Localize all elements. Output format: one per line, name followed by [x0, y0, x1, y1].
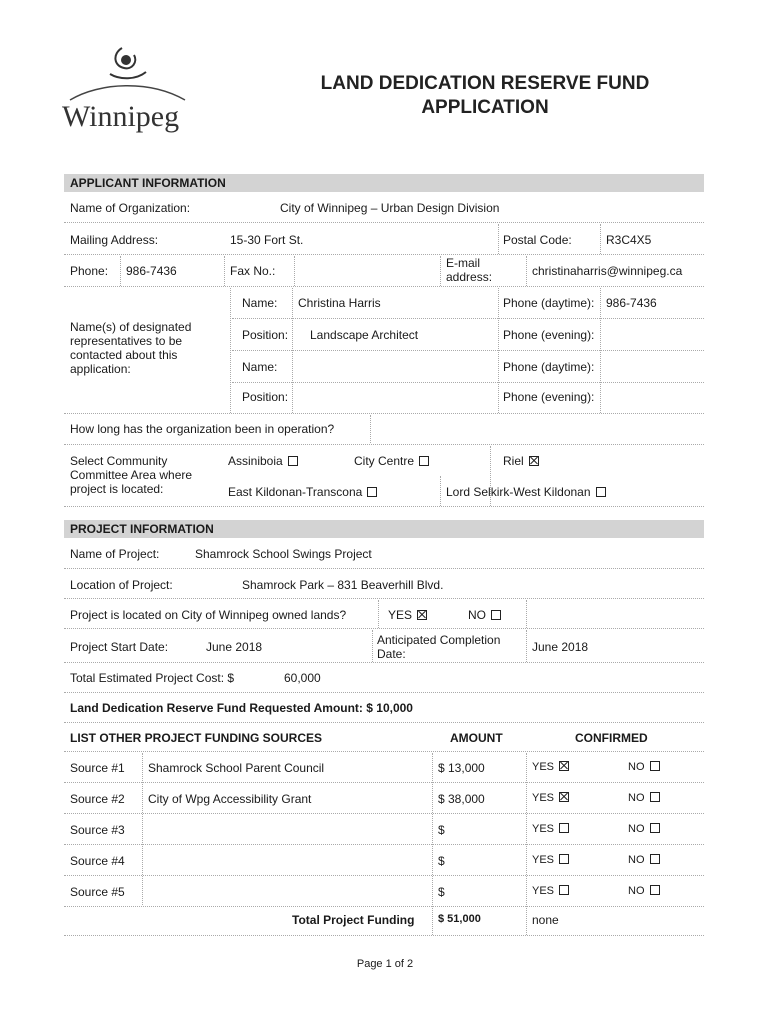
source-yes-checkbox[interactable] — [559, 761, 569, 771]
owned-lands-label: Project is located on City of Winnipeg owned lands? — [70, 608, 347, 622]
rep2-phone-eve-label: Phone (evening): — [503, 390, 595, 404]
org-value[interactable]: City of Winnipeg – Urban Design Division — [280, 201, 500, 215]
source-amount[interactable]: $ 38,000 — [438, 792, 485, 806]
area-assiniboia[interactable]: Assiniboia — [228, 454, 298, 468]
source-no-checkbox[interactable] — [650, 792, 660, 802]
source-confirmed-no[interactable]: NO — [628, 792, 660, 804]
community-label: Select Community Committee Area where project is located: — [70, 454, 193, 496]
source-yes-checkbox[interactable] — [559, 792, 569, 802]
source-name[interactable]: Shamrock School Parent Council — [148, 761, 325, 775]
source-confirmed-yes[interactable]: YES — [532, 854, 569, 866]
email-label: E-mail address: — [446, 256, 493, 284]
source-name[interactable]: City of Wpg Accessibility Grant — [148, 792, 312, 806]
owned-yes[interactable]: YES — [388, 608, 427, 622]
source-confirmed-yes[interactable]: YES — [532, 761, 569, 773]
email-value[interactable]: christinaharris@winnipeg.ca — [532, 264, 683, 278]
funding-confirmed-header: CONFIRMED — [575, 731, 648, 745]
title-line-2: APPLICATION — [421, 97, 549, 118]
source-yes-checkbox[interactable] — [559, 885, 569, 895]
source-confirmed-yes[interactable]: YES — [532, 792, 569, 804]
postal-label: Postal Code: — [503, 233, 572, 247]
start-date-label: Project Start Date: — [70, 640, 169, 654]
ekt-checkbox[interactable] — [367, 487, 377, 497]
page-number: Page 1 of 2 — [356, 958, 414, 970]
project-section-header: PROJECT INFORMATION — [64, 520, 704, 538]
source-confirmed-no[interactable]: NO — [628, 854, 660, 866]
winnipeg-logo — [60, 40, 210, 140]
source-label: Source #1 — [70, 761, 125, 775]
source-amount[interactable]: $ — [438, 823, 445, 837]
total-funding-confirmed[interactable]: none — [532, 913, 559, 927]
source-confirmed-no[interactable]: NO — [628, 885, 660, 897]
logo-wordmark: Winnipeg — [62, 100, 180, 133]
area-ekt[interactable]: East Kildonan-Transcona — [228, 485, 377, 499]
page-title — [300, 72, 670, 120]
project-location-label: Location of Project: — [70, 578, 173, 592]
applicant-section-header: APPLICANT INFORMATION — [64, 174, 704, 192]
funding-amount-header: AMOUNT — [450, 731, 503, 745]
owned-yes-checkbox[interactable] — [417, 610, 427, 620]
total-cost-label: Total Estimated Project Cost: $ — [70, 671, 235, 685]
source-no-checkbox[interactable] — [650, 854, 660, 864]
title-line-1: LAND DEDICATION RESERVE FUND — [320, 73, 650, 94]
phone-value[interactable]: 986-7436 — [126, 264, 177, 278]
completion-label: Anticipated Completion Date: — [377, 633, 501, 661]
phone-label: Phone: — [70, 264, 109, 278]
source-label: Source #2 — [70, 792, 125, 806]
fax-label: Fax No.: — [230, 264, 276, 278]
source-amount[interactable]: $ — [438, 885, 445, 899]
project-name-value[interactable]: Shamrock School Swings Project — [195, 547, 372, 561]
assiniboia-checkbox[interactable] — [288, 456, 298, 466]
rep2-position-label: Position: — [242, 390, 289, 404]
city-centre-checkbox[interactable] — [419, 456, 429, 466]
source-confirmed-no[interactable]: NO — [628, 823, 660, 835]
completion-value[interactable]: June 2018 — [532, 640, 589, 654]
source-amount[interactable]: $ 13,000 — [438, 761, 485, 775]
source-no-checkbox[interactable] — [650, 823, 660, 833]
source-confirmed-yes[interactable]: YES — [532, 823, 569, 835]
owned-no-checkbox[interactable] — [491, 610, 501, 620]
source-amount[interactable]: $ — [438, 854, 445, 868]
mailing-label: Mailing Address: — [70, 233, 159, 247]
area-lswk[interactable]: Lord Selkirk-West Kildonan — [446, 485, 606, 499]
riel-checkbox[interactable] — [529, 456, 539, 466]
rep1-name-value[interactable]: Christina Harris — [298, 296, 381, 310]
rep1-phone-day-value[interactable]: 986-7436 — [606, 296, 657, 310]
rep1-position-value[interactable]: Landscape Architect — [310, 328, 419, 342]
rep1-phone-day-label: Phone (daytime): — [503, 296, 595, 310]
project-location-value[interactable]: Shamrock Park – 831 Beaverhill Blvd. — [242, 578, 444, 592]
requested-amount[interactable]: Land Dedication Reserve Fund Requested Amount: $ 10,000 — [70, 701, 413, 715]
rep1-phone-eve-label: Phone (evening): — [503, 328, 595, 342]
source-label: Source #4 — [70, 854, 125, 868]
lswk-checkbox[interactable] — [596, 487, 606, 497]
total-cost-value[interactable]: 60,000 — [284, 671, 321, 685]
funding-sources-header: LIST OTHER PROJECT FUNDING SOURCES — [70, 731, 323, 745]
rep2-name-label: Name: — [242, 360, 278, 374]
rep1-position-label: Position: — [242, 328, 289, 342]
total-funding-value[interactable]: $ 51,000 — [438, 913, 481, 925]
source-no-checkbox[interactable] — [650, 761, 660, 771]
source-yes-checkbox[interactable] — [559, 823, 569, 833]
owned-no[interactable]: NO — [468, 608, 501, 622]
org-label: Name of Organization: — [70, 201, 191, 215]
total-funding-label: Total Project Funding — [292, 913, 415, 927]
operation-label: How long has the organization been in operation? — [70, 422, 335, 436]
area-riel[interactable]: Riel — [503, 454, 539, 468]
source-no-checkbox[interactable] — [650, 885, 660, 895]
project-name-label: Name of Project: — [70, 547, 160, 561]
start-date-value[interactable]: June 2018 — [206, 640, 263, 654]
source-confirmed-yes[interactable]: YES — [532, 885, 569, 897]
rep1-name-label: Name: — [242, 296, 278, 310]
postal-value[interactable]: R3C4X5 — [606, 233, 652, 247]
rep2-phone-day-label: Phone (daytime): — [503, 360, 595, 374]
source-yes-checkbox[interactable] — [559, 854, 569, 864]
reps-label: Name(s) of designated representatives to be contacted about this application: — [70, 320, 192, 376]
source-label: Source #5 — [70, 885, 125, 899]
mailing-value[interactable]: 15-30 Fort St. — [230, 233, 304, 247]
source-confirmed-no[interactable]: NO — [628, 761, 660, 773]
source-label: Source #3 — [70, 823, 125, 837]
area-city-centre[interactable]: City Centre — [354, 454, 429, 468]
